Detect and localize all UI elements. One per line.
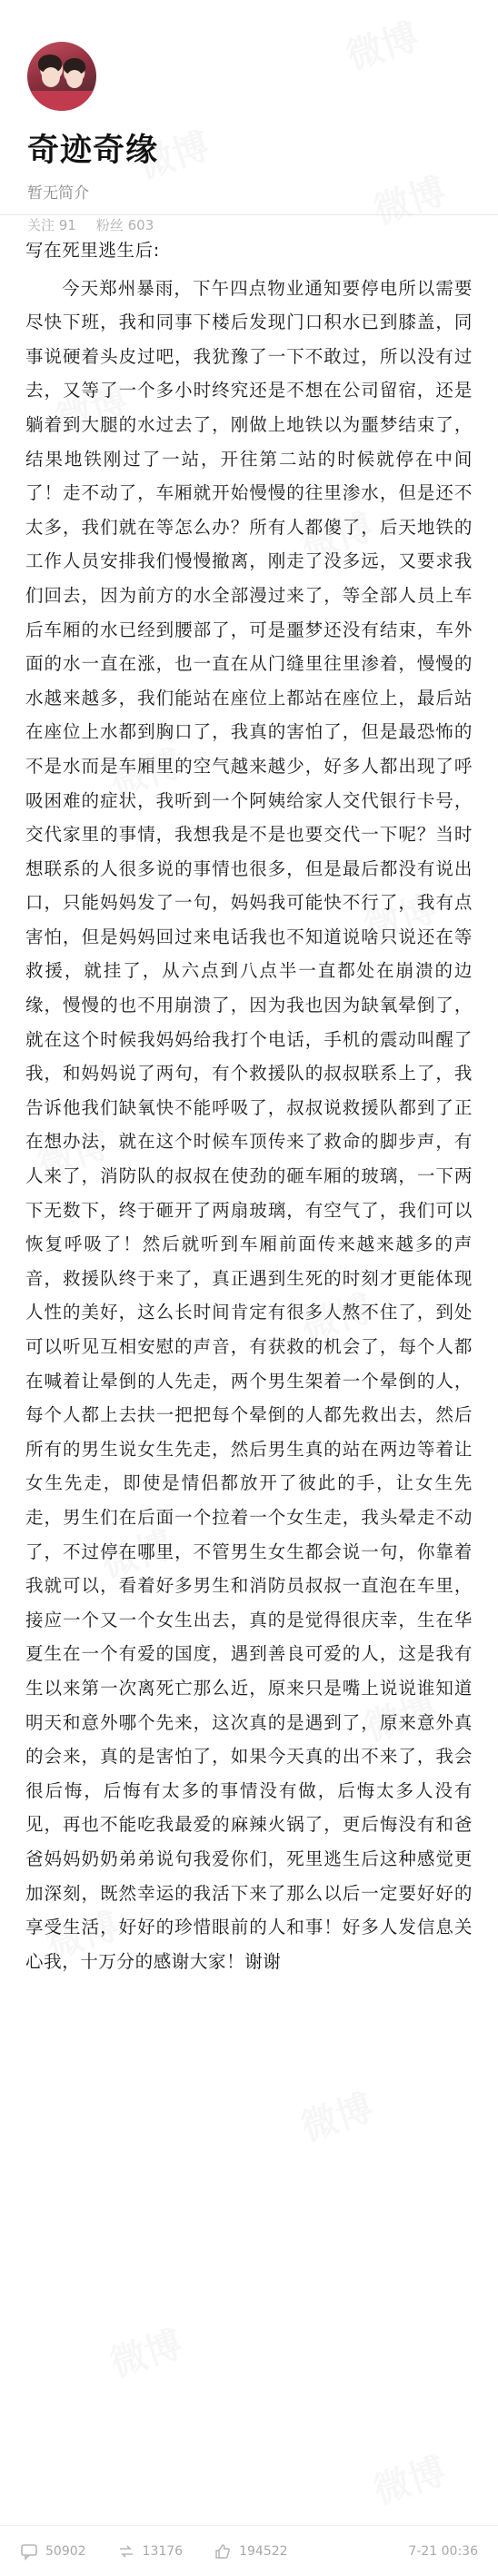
- fans-count[interactable]: 粉丝 603: [95, 217, 154, 233]
- watermark: [366, 2442, 452, 2514]
- avatar-clothes: [27, 91, 96, 111]
- article-first-line: 写在死里逃生后:: [25, 240, 160, 261]
- comment-stat[interactable]: [20, 2542, 86, 2561]
- repost-icon: [117, 2542, 135, 2561]
- follow-count[interactable]: 关注 91: [27, 217, 76, 233]
- profile-intro: 暂无简介: [27, 184, 89, 203]
- repost-stat[interactable]: [117, 2542, 184, 2561]
- avatar-face: [42, 67, 60, 87]
- like-stat[interactable]: [214, 2542, 287, 2561]
- like-icon: [214, 2542, 232, 2561]
- article-content: [0, 215, 498, 1978]
- profile-header: [0, 0, 498, 233]
- like-count: 194522: [239, 2543, 288, 2559]
- article-body: 今天郑州暴雨，下午四点物业通知要停电所以需要尽快下班，我和同事下楼后发现门口积水已到膝盖，同事说硬着头皮过吧，我犹豫了一下不敢过，所以没有过去，又等了一个多小时终究还是不想在公司留宿，还是躺着到大腿的水过去了，刚做上地铁以为噩梦结束了，结果地铁刚过了一站，开往第二站的时候就停在中间了！走不动了，车厢就开始慢慢的往里渗水，但是还不太多，我们就在等怎么办？所有人都傻了，后天地铁的工作人员安排我们慢慢撤离，刚走了没多远，又要求我们回去，因为前方的水全部漫过来了，等全部人员上车后车厢的水已经到腰部了，可是噩梦还没有结束，车外面的水一直在涨，也一直在从门缝里往里渗着，慢慢的水越来越多，我们能站在座位上都站在座位上，最后站在座位上水都到胸口了，我真的害怕了，但是最恐怖的不是水而是车厢里的空气越来越少，好多人都出现了呼吸困难的症状，我听到一个阿姨给家人交代银行卡号，交代家里的事情，我想我是不是也要交代一下呢？当时想联系的人很多说的事情也很多，但是最后都没有说出口，只能妈妈发了一句，妈妈我可能快不行了，我有点害怕，但是妈妈回过来电话我也不知道说啥只说还在等救援，就挂了，从六点到八点半一直都处在崩溃的边缘，慢慢的也不用崩溃了，因为我也因为缺氧晕倒了，就在这个时候我妈妈给我打个电话，手机的震动叫醒了我，和妈妈说了两句，有个救援队的叔叔联系上了，我告诉他我们缺氧快不能呼吸了，叔叔说救援队都到了正在想办法，就在这个时候车顶传来了救命的脚步声，有人来了，消防队的叔叔在使劲的砸车厢的玻璃，一下两下无数下，终于砸开了两扇玻璃，有空气了，我们可以恢复呼吸了！然后就听到车厢前面传来越来越多的声音，救援队终于来了，真正遇到生死的时刻才更能体现人性的美好，这么长时间肯定有很多人熬不住了，到处可以听见互相安慰的声音，有获救的机会了，每个人都在喊着让晕倒的人先走，两个男生架着一个晕倒的人，每个人都上去扶一把把每个晕倒的人都先救出去，然后所有的男生说女生先走，然后男生真的站在两边等着让女生先走，即使是情侣都放开了彼此的手，让女生先走，男生们在后面一个拉着一个女生走，我头晕走不动了，不过停在哪里，不管男生女生都会说一句，你靠着我就可以，看着好多男生和消防员叔叔一直泡在车里，接应一个又一个女生出去，真的是觉得很庆幸，生在华夏生在一个有爱的国度，遇到善良可爱的人，这是我有生以来第一次离死亡那么近，原来只是嘴上说说谁知道明天和意外哪个先来，这次真的是遇到了，原来意外真的会来，真的是害怕了，如果今天真的出不来了，我会很后悔，后悔有太多的事情没有做，后悔太多人没有见，再也不能吃我最爱的麻辣火锅了，更后悔没有和爸爸妈妈奶奶弟弟说句我爱你们，死里逃生后这种感觉更加深刻，既然幸运的我活下来了那么以后一定要好好的享受生活，好好的珍惜眼前的人和事！好多人发信息关心我，十万分的感谢大家！谢谢: [25, 277, 473, 1972]
- avatar[interactable]: [27, 42, 96, 111]
- watermark: [103, 2315, 188, 2387]
- repost-count: 13176: [142, 2543, 184, 2559]
- comment-count: 50902: [45, 2543, 86, 2559]
- avatar-face: [66, 70, 83, 88]
- profile-title[interactable]: 奇迹奇缘: [27, 133, 159, 169]
- post-footer: [0, 2525, 498, 2576]
- post-time: 7-21 00:36: [408, 2543, 478, 2559]
- comment-icon: [20, 2542, 38, 2561]
- watermark: [294, 2079, 379, 2151]
